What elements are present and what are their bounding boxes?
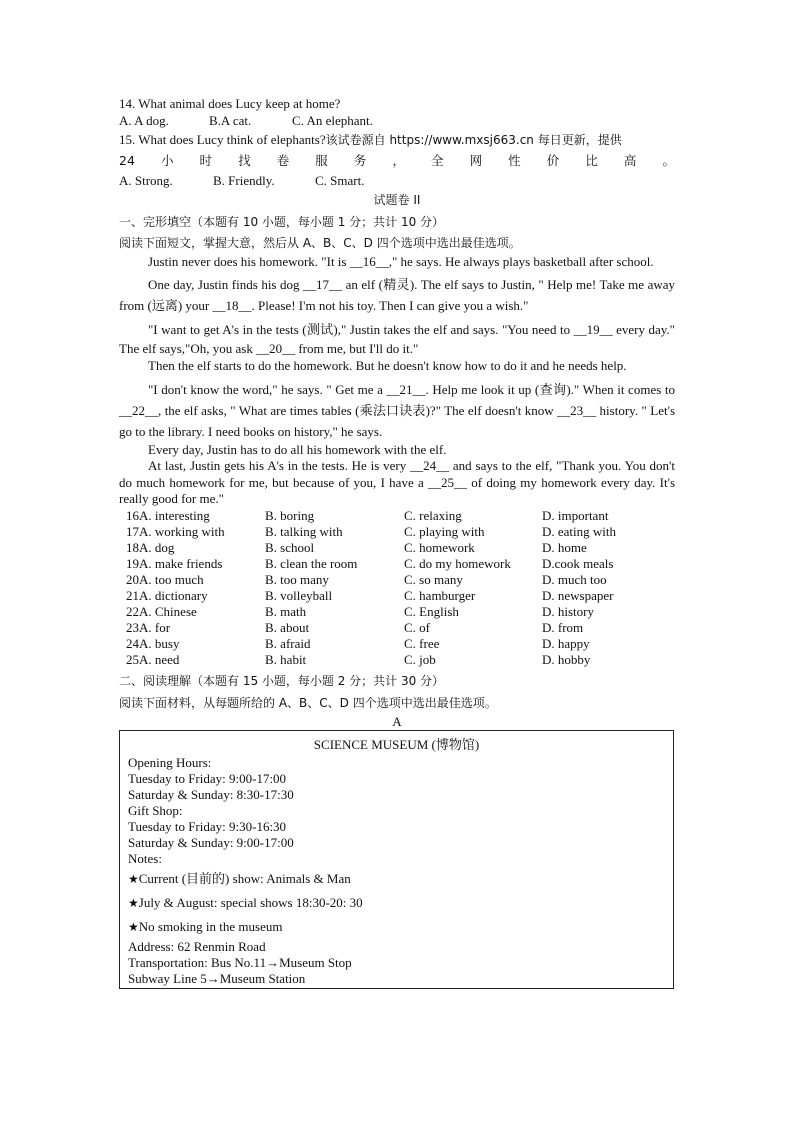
promo-char: 服 [315, 153, 328, 168]
option-cell: D. hobby [542, 652, 591, 668]
option-cell: 25A. need [126, 652, 180, 668]
promo-char: ， [392, 153, 405, 168]
option-cell: 20A. too much [126, 571, 204, 587]
cloze-paragraph: Every day, Justin has to do all his homework with the elf. [148, 441, 447, 457]
option-b: B. Friendly. [213, 173, 275, 188]
cloze-paragraph: One day, Justin finds his dog __17__ an elf (精灵). The elf says to Justin, " Help me! Take me away from (远离) your __18__. Please! I'm not his toy. Then I can give you a wish." [119, 277, 675, 313]
option-c: C. Smart. [315, 173, 365, 188]
option-cell: D.cook meals [542, 555, 614, 571]
reading-instruction: 阅读下面材料，从每题所给的 A、B、C、D 四个选项中选出最佳选项。 [119, 696, 497, 711]
promo-char: 务 [353, 153, 367, 168]
note-item [128, 891, 665, 915]
opening-hours-label: Opening Hours: [128, 755, 212, 771]
promo-char: 小 [160, 153, 174, 168]
promo-char: 全 [431, 153, 444, 168]
option-cell: B. talking with [265, 523, 343, 539]
option-cell: C. hamburger [404, 587, 476, 603]
option-row [126, 588, 675, 604]
option-cell: B. too many [265, 571, 329, 587]
museum-transport-subway: Subway Line 5→Museum Station [128, 971, 306, 987]
cloze-paragraph: At last, Justin gets his A's in the tests. He is very __24__ and says to the elf, "Thank you. You don't do much homework for me, but because of you, I have a __25__ of doing my homework every day. It's really good for me." [119, 458, 675, 506]
option-cell: B. habit [265, 652, 307, 668]
option-row [126, 540, 675, 556]
option-cell: B. clean the room [265, 555, 358, 571]
paper-title: 试题卷 II [373, 192, 421, 207]
option-cell: D. important [542, 507, 609, 523]
cloze-instruction: 阅读下面短文，掌握大意，然后从 A、B、C、D 四个选项中选出最佳选项。 [119, 235, 521, 250]
option-cell: C. job [404, 652, 436, 668]
promo-char: 比 [585, 153, 598, 168]
question-15 [119, 129, 675, 151]
option-row [126, 604, 675, 620]
option-cell: C. relaxing [404, 507, 462, 523]
option-cell: 23A. for [126, 620, 171, 636]
option-cell: C. free [404, 636, 440, 652]
question-14: 14. What animal does Lucy keep at home? [119, 96, 341, 111]
option-cell: B. afraid [265, 636, 311, 652]
promo-char: 时 [199, 153, 213, 168]
promo-text: 该试卷源自 https://www.mxsj663.cn 每日更新，提供 [325, 133, 622, 147]
question-15-text: 15. What does Lucy think of elephants? [119, 132, 326, 147]
gift-shop-label: Gift Shop: [128, 803, 183, 819]
option-row [126, 572, 675, 588]
option-cell: 19A. make friends [126, 555, 223, 571]
note-text: July & August: special shows 18:30-20: 30 [138, 895, 363, 911]
exam-content [119, 96, 675, 989]
museum-notice-box [119, 730, 674, 989]
promo-char: 价 [546, 153, 560, 168]
promo-char: 。 [662, 153, 675, 168]
museum-transport-bus: Transportation: Bus No.11→Museum Stop [128, 955, 352, 971]
promo-char: 找 [238, 153, 251, 168]
option-cell: C. so many [404, 571, 463, 587]
opening-hours-weekend: Saturday & Sunday: 8:30-17:30 [128, 787, 294, 803]
option-cell: 21A. dictionary [126, 587, 208, 603]
cloze-paragraph: "I don't know the word," he says. " Get me a __21__. Help me look it up (查询)." When it comes to __22__, the elf asks, " What are times tables (乘法口诀表)?" The elf doesn't know __23__ history. " Let's go to the library. I need books on history," he says. [119, 381, 675, 439]
option-cell: 18A. dog [126, 539, 175, 555]
option-cell: 24A. busy [126, 636, 180, 652]
promo-text-continued [119, 151, 675, 171]
option-row [126, 636, 675, 652]
question-14-options [119, 113, 675, 130]
note-text: No smoking in the museum [138, 919, 283, 935]
promo-char: 24 [119, 153, 135, 168]
note-item [128, 867, 665, 891]
option-cell: 16A. interesting [126, 507, 210, 523]
promo-char: 性 [508, 153, 521, 168]
option-row [126, 524, 675, 540]
question-15-options [119, 173, 675, 190]
option-cell: D. history [542, 604, 594, 620]
option-cell: C. homework [404, 539, 475, 555]
promo-char: 高 [623, 153, 637, 168]
option-cell: 17A. working with [126, 523, 225, 539]
star-icon: ★ [128, 896, 139, 911]
option-cell: C. of [404, 620, 430, 636]
museum-address: Address: 62 Renmin Road [128, 939, 266, 955]
cloze-options-table [126, 508, 675, 669]
option-cell: B. volleyball [265, 587, 333, 603]
star-icon: ★ [128, 872, 139, 887]
option-cell: C. English [404, 604, 459, 620]
gift-shop-weekend: Saturday & Sunday: 9:00-17:00 [128, 835, 294, 851]
option-cell: D. newspaper [542, 587, 614, 603]
gift-shop-weekday: Tuesday to Friday: 9:30-16:30 [128, 819, 287, 835]
option-cell: D. eating with [542, 523, 617, 539]
option-a: A. A dog. [119, 112, 169, 128]
note-text: Current (目前的) show: Animals & Man [138, 871, 351, 887]
option-b: B.A cat. [209, 112, 252, 128]
option-cell: B. about [265, 620, 310, 636]
reading-heading: 二、阅读理解（本题有 15 小题，每小题 2 分；共计 30 分） [119, 674, 445, 689]
option-row [126, 652, 675, 668]
cloze-paragraph: Then the elf starts to do the homework. But he doesn't know how to do it and he needs help. [148, 358, 627, 373]
opening-hours-weekday: Tuesday to Friday: 9:00-17:00 [128, 771, 287, 787]
option-cell: C. playing with [404, 523, 485, 539]
star-icon: ★ [128, 920, 139, 935]
option-cell: D. much too [542, 571, 607, 587]
option-a: A. Strong. [119, 173, 173, 188]
option-cell: B. boring [265, 507, 315, 523]
cloze-paragraph: "I want to get A's in the tests (测试)," Justin takes the elf and says. "You need to __19__ every day." The elf says,"Oh, you ask __20__ from me, but I'll do it." [119, 322, 675, 356]
option-cell: C. do my homework [404, 555, 511, 571]
option-cell: B. school [265, 539, 315, 555]
option-cell: D. happy [542, 636, 590, 652]
option-row [126, 620, 675, 636]
museum-title: SCIENCE MUSEUM (博物馆) [313, 737, 480, 753]
option-cell: D. home [542, 539, 587, 555]
option-row [126, 508, 675, 524]
option-cell: B. math [265, 604, 307, 620]
note-item [128, 915, 665, 939]
reading-part-label: A [392, 714, 402, 730]
cloze-heading: 一、完形填空（本题有 10 小题，每小题 1 分；共计 10 分） [119, 214, 445, 229]
option-cell: 22A. Chinese [126, 604, 197, 620]
promo-char: 网 [469, 153, 483, 168]
option-cell: D. from [542, 620, 584, 636]
promo-char: 卷 [276, 153, 290, 168]
option-row [126, 556, 675, 572]
notes-label: Notes: [128, 851, 162, 867]
cloze-paragraph: Justin never does his homework. "It is __16__," he says. He always plays basketball after school. [148, 253, 654, 269]
option-c: C. An elephant. [292, 112, 373, 128]
